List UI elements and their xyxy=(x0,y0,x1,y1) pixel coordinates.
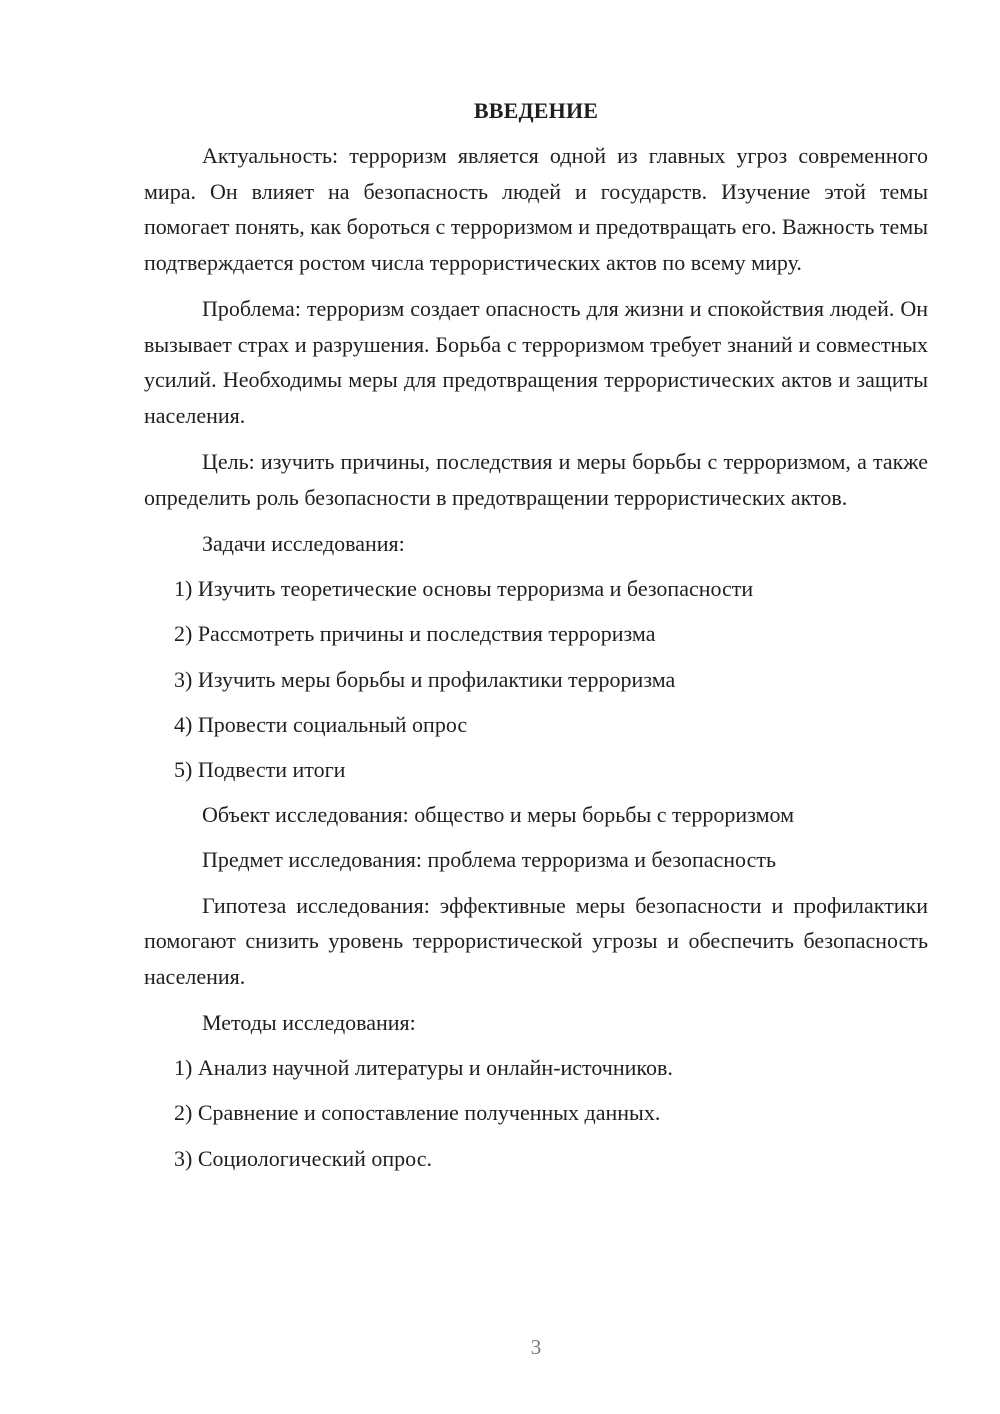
method-item-2: 2) Сравнение и сопоставление полученных данных. xyxy=(174,1100,661,1126)
document-title: ВВЕДЕНИЕ xyxy=(473,98,599,123)
goal-paragraph: Цель: изучить причины, последствия и меры борьбы с терроризмом, а также определить роль безопасности в предотвращении террористических актов. xyxy=(144,449,928,510)
problem-paragraph: Проблема: терроризм создает опасность для жизни и спокойствия людей. Он вызывает страх и разрушения. Борьба с терроризмом требует знаний и совместных усилий. Необходимы меры для предотвращения террористических актов и защиты населения. xyxy=(144,296,928,428)
relevance-paragraph: Актуальность: терроризм является одной из главных угроз современного мира. Он влияет на безопасность людей и государств. Изучение этой темы помогает понять, как бороться с терроризмом и предотвращать его. Важность темы подтверждается ростом числа террористических актов по всему миру. xyxy=(144,143,928,275)
research-object: Объект исследования: общество и меры борьбы с терроризмом xyxy=(202,802,795,828)
tasks-heading: Задачи исследования: xyxy=(202,531,405,556)
hypothesis-paragraph: Гипотеза исследования: эффективные меры безопасности и профилактики помогают снизить уровень террористической угрозы и обеспечить безопасность населения. xyxy=(144,892,928,989)
research-subject: Предмет исследования: проблема терроризма и безопасность xyxy=(202,847,777,873)
method-item-3: 3) Социологический опрос. xyxy=(174,1145,432,1171)
task-item-1: 1) Изучить теоретические основы терроризма и безопасности xyxy=(174,576,754,602)
task-item-2: 2) Рассмотреть причины и последствия терроризма xyxy=(174,621,656,647)
methods-heading: Методы исследования: xyxy=(202,1010,416,1035)
method-item-1: 1) Анализ научной литературы и онлайн-источников. xyxy=(174,1055,673,1081)
document-page xyxy=(144,96,928,1186)
task-item-3: 3) Изучить меры борьбы и профилактики терроризма xyxy=(174,666,676,692)
task-item-4: 4) Провести социальный опрос xyxy=(174,711,468,737)
page-number: 3 xyxy=(530,1335,542,1359)
task-item-5: 5) Подвести итоги xyxy=(174,756,346,782)
